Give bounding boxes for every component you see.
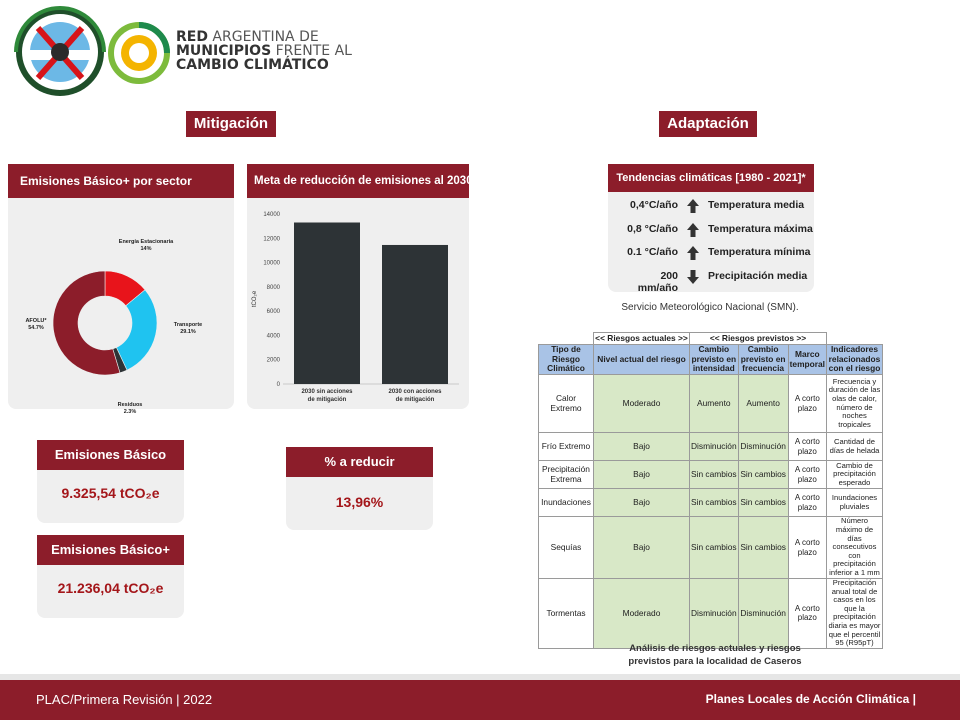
risk-table — [538, 332, 883, 649]
arrow-up-icon — [686, 222, 700, 238]
trend-row — [608, 195, 818, 217]
reduction-bar-chart — [247, 198, 469, 409]
arrow-down-icon — [686, 269, 700, 285]
risk-cell: A corto plazo — [788, 517, 826, 579]
risk-cell: Bajo — [594, 461, 690, 489]
risk-cell: Aumento — [690, 375, 739, 433]
y-axis-label: tCO₂e — [252, 290, 258, 308]
risk-cell: A corto plazo — [788, 375, 826, 433]
y-tick-label: 6000 — [266, 309, 280, 316]
donut-value-label: 2.3% — [123, 409, 137, 415]
risk-table-container — [538, 332, 883, 649]
risk-cell: Disminución — [738, 579, 788, 649]
bar — [294, 223, 360, 385]
donut-category-label: AFOLU* — [25, 318, 47, 324]
trend-value: 0,4°C/año — [630, 199, 678, 211]
trend-label: Temperatura media — [708, 199, 805, 211]
climate-trends-title: Tendencias climáticas [1980 - 2021]* — [608, 164, 814, 192]
basic-emissions-box — [37, 440, 184, 523]
risk-cell: Disminución — [738, 433, 788, 461]
reduce-percent-box — [286, 447, 433, 530]
y-tick-label: 14000 — [263, 212, 280, 218]
trend-label: Temperatura máxima — [708, 222, 813, 235]
risk-cell: A corto plazo — [788, 461, 826, 489]
basic-emissions-value: 9.325,54 tCO₂e — [61, 485, 160, 501]
section-adaptation: Adaptación — [659, 111, 757, 137]
reduce-percent-value: 13,96% — [335, 494, 384, 510]
y-tick-label: 8000 — [266, 284, 280, 291]
trend-value: 0.1 °C/año — [627, 246, 678, 258]
municipality-seal — [14, 6, 106, 98]
risk-cell: Sin cambios — [690, 489, 739, 517]
donut-value-label: 54.7% — [28, 325, 44, 331]
emissions-by-sector-title: Emisiones Básico+ por sector — [8, 164, 234, 198]
risk-cell: Precipitación Extrema — [539, 461, 594, 489]
risk-row — [539, 433, 883, 461]
risk-cell: Sin cambios — [738, 461, 788, 489]
risk-header-cell: Cambio previsto en intensidad — [691, 344, 737, 374]
basic-plus-emissions-box — [37, 535, 184, 618]
basic-plus-emissions-value: 21.236,04 tCO₂e — [57, 580, 164, 596]
risk-cell: A corto plazo — [788, 579, 826, 649]
climate-network-name: RED ARGENTINA DE MUNICIPIOS FRENTE AL CAMBIO CLIMÁTICO — [176, 29, 352, 73]
y-tick-label: 10000 — [263, 260, 280, 267]
risk-header-cell: Cambio previsto en frecuencia — [738, 345, 788, 375]
trend-label: Precipitación media — [708, 269, 808, 282]
x-category-label: 2030 con acciones de mitigación — [388, 389, 442, 403]
risk-caption-line2: previstos para la localidad de Caseros — [628, 656, 802, 667]
risk-header-cell: Indicadores relacionados con el riesgo — [827, 345, 883, 375]
current-risks-group: << Riesgos actuales >> — [595, 332, 688, 343]
trend-row — [608, 219, 818, 241]
risk-cell: Bajo — [594, 517, 690, 579]
risk-table-caption — [600, 642, 830, 668]
risk-cell: Precipitación anual total de casos en los que la precipitación diaria es mayor que el percentil 95 (R95pT) — [827, 579, 883, 649]
arrow-up-icon — [686, 245, 700, 261]
risk-cell: Frío Extremo — [539, 433, 594, 461]
reduction-goal-card — [247, 164, 473, 409]
y-tick-label: 12000 — [263, 236, 280, 243]
risk-cell: Calor Extremo — [539, 375, 594, 433]
risk-row — [539, 579, 883, 649]
risk-row — [539, 461, 883, 489]
risk-row — [539, 517, 883, 579]
trend-row — [608, 242, 818, 264]
footer — [0, 680, 960, 720]
risk-cell: Disminución — [690, 433, 739, 461]
expected-risks-group: << Riesgos previstos >> — [690, 333, 827, 345]
risk-cell: Inundaciones pluviales — [827, 489, 883, 517]
risk-row — [539, 375, 883, 433]
risk-cell: Bajo — [594, 489, 690, 517]
risk-cell: Sin cambios — [738, 517, 788, 579]
basic-plus-emissions-title: Emisiones Básico+ — [37, 535, 184, 565]
risk-cell: Moderado — [594, 375, 690, 433]
risk-cell: Sequías — [539, 517, 594, 579]
footer-left-text: PLAC/Primera Revisión | 2022 — [36, 692, 213, 707]
risk-cell: Disminución — [690, 579, 739, 649]
risk-cell: Frecuencia y duración de las olas de calor, número de noches tropicales — [827, 375, 883, 433]
donut-value-label: 29.1% — [180, 329, 196, 335]
risk-cell: Sin cambios — [690, 461, 739, 489]
risk-cell: Número máximo de días consecutivos con precipitación inferior a 1 mm — [827, 517, 883, 579]
donut-category-label: Energía Estacionaria — [118, 239, 174, 245]
reduction-goal-title: Meta de reducción de emisiones al 2030 — [247, 164, 469, 198]
risk-cell: Moderado — [594, 579, 690, 649]
risk-header-cell: Tipo de Riesgo Climático — [539, 345, 594, 375]
emissions-donut-chart — [8, 198, 234, 415]
donut-category-label: Residuos — [117, 402, 143, 408]
reduce-percent-title: % a reducir — [286, 447, 433, 477]
risk-cell: Inundaciones — [539, 489, 594, 517]
risk-cell: A corto plazo — [788, 433, 826, 461]
y-tick-label: 0 — [276, 382, 280, 388]
risk-header-cell: Nivel actual del riesgo — [594, 345, 690, 375]
trend-value: 0,8 °C/año — [627, 222, 678, 235]
bar — [382, 245, 448, 384]
risk-cell: Sin cambios — [738, 489, 788, 517]
trend-label: Temperatura mínima — [708, 246, 811, 258]
x-category-label: 2030 sin acciones de mitigación — [301, 389, 353, 403]
climate-trends-card — [608, 164, 814, 292]
basic-emissions-title: Emisiones Básico — [37, 440, 184, 470]
risk-caption-line1: Análisis de riesgos actuales y riesgos — [629, 643, 801, 654]
footer-right-text: Planes Locales de Acción Climática | — [705, 692, 916, 706]
risk-row — [539, 489, 883, 517]
donut-category-label: Transporte — [173, 322, 203, 328]
trend-row — [608, 266, 818, 294]
emissions-by-sector-card — [8, 164, 234, 415]
risk-cell: Sin cambios — [690, 517, 739, 579]
donut-value-label: 14% — [140, 246, 152, 252]
trends-source: Servicio Meteorológico Nacional (SMN). — [621, 302, 799, 313]
y-tick-label: 2000 — [266, 357, 280, 364]
climate-network-logo — [108, 22, 170, 84]
risk-cell: Cambio de precipitación esperado — [827, 461, 883, 489]
trend-value: 200 mm/año — [637, 269, 678, 294]
risk-cell: Aumento — [738, 375, 788, 433]
arrow-up-icon — [686, 198, 700, 214]
risk-cell: Bajo — [594, 433, 690, 461]
y-tick-label: 4000 — [266, 333, 280, 340]
risk-cell: Cantidad de días de helada — [827, 433, 883, 461]
section-mitigation: Mitigación — [186, 111, 276, 137]
risk-cell: Tormentas — [539, 579, 594, 649]
risk-cell: A corto plazo — [788, 489, 826, 517]
risk-header-cell: Marco temporal — [788, 345, 826, 375]
